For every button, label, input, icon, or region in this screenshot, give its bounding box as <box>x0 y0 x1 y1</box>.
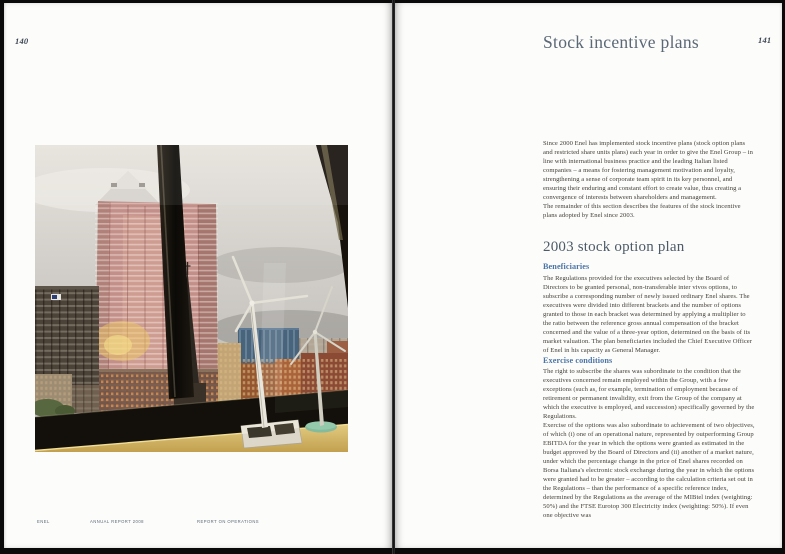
left-dark-building <box>35 286 99 417</box>
exercise-conditions-body <box>543 367 755 520</box>
footer-section-label: REPORT ON OPERATIONS <box>197 519 260 524</box>
photo-haze <box>35 145 348 205</box>
plan-heading-block <box>543 239 755 256</box>
intro-paragraphs <box>543 139 755 220</box>
plan-heading: 2003 stock option plan <box>543 239 685 255</box>
chapter-title: Stock incentive plans <box>543 32 699 52</box>
pink-skyscraper <box>94 171 218 413</box>
footer-brand: ENEL <box>37 519 50 524</box>
page-right <box>395 3 782 548</box>
window-city-wind-turbine-photo <box>35 145 348 452</box>
left-page-number: 140 <box>15 36 29 46</box>
beneficiaries-heading: Beneficiaries <box>543 262 590 271</box>
exercise-paragraph-2: Exercise of the options was also subordinate to achievement of two objectives, of which (i) one of an operational nature, represented by outperforming Group EBITDA for the year in which the options were granted as estimated in the budget approved by the Board of Directors and (ii) another of a market nature, under which the percentage change in the price of Enel shares recorded on Borsa Italiana's electronic stock exchange during the year in which the options were granted had to be greater – according to the calculation criteria set out in the Regulations – than the performance of a specific reference index, determined by the Regulations as the average of the MIBtel index (weighting: 50%) and the FTSE Eurotop 300 Electricity index (weighting: 50%). If even one objective was <box>543 422 755 519</box>
intro-paragraph-1: Since 2000 Enel has implemented stock incentive plans (stock option plans and restricted share units plans) each year in order to give the Enel Group – in line with international business practice and the leading Italian listed companies – a means for fostering management motivation and loyalty, strengthening a sense of corporate team spirit in its key personnel, and ensuring their enduring and constant effort to create value, thus creating a convergence of interests between shareholders and management. <box>543 140 753 201</box>
exercise-paragraph-1: The right to subscribe the shares was subordinate to the condition that the executives concerned remain employed within the Group, with a few exceptions (such as, for example, termination of employment because of retirement or permanent invalidity, exit from the Group of the company at which the executive is employed, and succession) specifically governed by the Regulations. <box>543 368 755 420</box>
intro-paragraph-2: The remainder of this section describes the features of the stock incentive plans adopted by Enel since 2003. <box>543 203 741 219</box>
footer-report-title: ANNUAL REPORT 2008 <box>90 519 144 524</box>
page-left <box>4 3 392 548</box>
right-page-number: 141 <box>758 35 772 45</box>
beneficiaries-paragraph: The Regulations provided for the executives selected by the Board of Directors to be granted personal, non-transferable inter vivos options, to subscribe a corresponding number of newly issued ordinary Enel shares. The executives were divided into different brackets and the number of options granted to those in each bracket was determined by applying a multiplier to the ratio between the reference gross annual compensation of the bracket concerned and the value of a three-year option, determined on the basis of its market valuation. The plan beneficiaries included the Chief Executive Officer of Enel in his capacity as General Manager. <box>543 275 753 354</box>
exercise-conditions-heading: Exercise conditions <box>543 356 613 365</box>
beneficiaries-body <box>543 274 755 355</box>
exercise-conditions-heading-block <box>543 356 755 365</box>
beneficiaries-heading-block <box>543 262 755 271</box>
